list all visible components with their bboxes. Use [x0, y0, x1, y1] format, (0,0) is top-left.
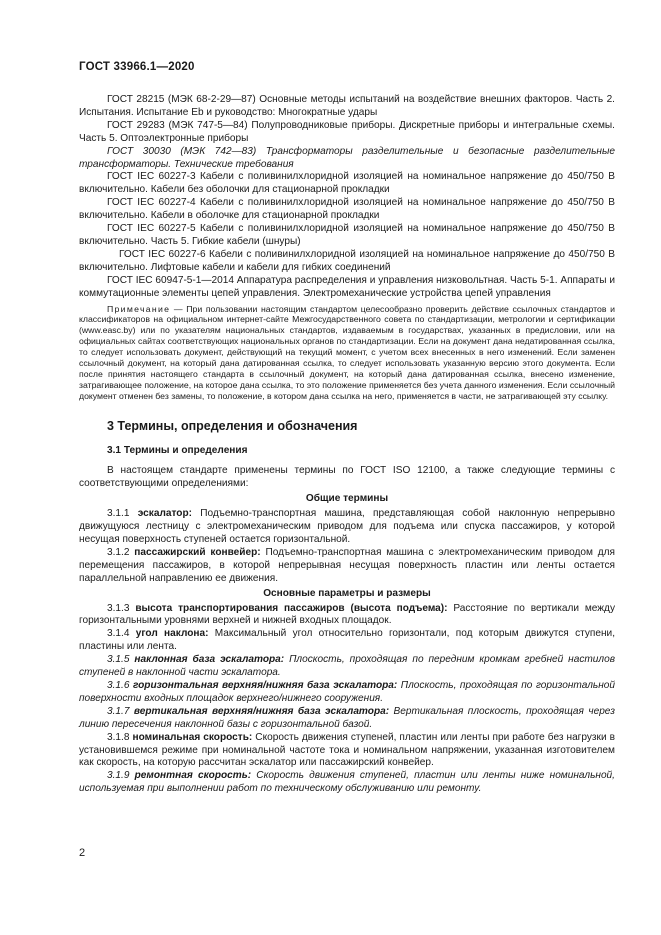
- page-number: 2: [79, 847, 86, 859]
- term-3-1-7: [79, 706, 615, 732]
- term-definition: Плоскость, проходящая по передним кромкам гребней настилов ступеней в наклонной части эскалатора.: [79, 654, 615, 679]
- term-number: 3.1.2: [107, 546, 135, 558]
- term-name: наклонная база эскалатора:: [134, 654, 285, 666]
- reference-gost-30030: ГОСТ 30030 (МЭК 742—83) Трансформаторы разделительные и безопасные разделительные трансформаторы. Технические требования: [79, 145, 615, 170]
- term-definition: Вертикальная плоскость, проходящая через линию пересечения наклонной базы с горизонтальной базой.: [79, 705, 615, 730]
- section-3-heading: 3 Термины, определения и обозначения: [107, 418, 358, 433]
- term-3-1-2: [79, 547, 615, 586]
- term-number: 3.1.4: [107, 628, 136, 640]
- subsection-3-1-heading: 3.1 Термины и определения: [107, 444, 248, 456]
- term-definition: Скорость движения ступеней, пластин или ленты ниже номинальной, используемая при выполнении работ по техническому обслуживанию или ремонту.: [79, 770, 615, 795]
- reference-gost-28215: ГОСТ 28215 (МЭК 68-2-29—87) Основные методы испытаний на воздействие внешних факторов. Часть 2. Испытания. Испытание Eb и руководство: Многократные удары: [79, 94, 615, 118]
- term-definition: Подъемно-транспортная машина, представляющая собой наклонную непрерывно движущуюся лестницу с электромеханическим приводом для подъема или спуска пассажиров, у которой несущая поверхность ступеней остается горизонтальной.: [79, 508, 615, 545]
- term-name: пассажирский конвейер:: [134, 546, 261, 558]
- term-3-1-6: [79, 680, 615, 706]
- group-heading-general: Общие термины: [305, 493, 389, 505]
- term-name: номинальная скорость:: [132, 731, 253, 743]
- term-number: 3.1.6: [107, 679, 133, 691]
- reference-iec-60227-6: ГОСТ IEC 60227-6 Кабели с поливинилхлоридной изоляцией на номинальное напряжение до 450/750 В включительно. Лифтовые кабели и кабели для гибких соединений: [79, 248, 615, 273]
- term-name: эскалатор:: [137, 508, 192, 520]
- reference-iec-60227-3: ГОСТ IEC 60227-3 Кабели с поливинилхлоридной изоляцией на номинальное напряжение до 450/750 В включительно. Кабели без оболочки для стационарной прокладки: [79, 171, 615, 196]
- term-3-1-9: [79, 770, 615, 796]
- term-definition: Максимальный угол относительно горизонтали, под которым движутся ступени, пластины или лента.: [79, 628, 615, 653]
- term-3-1-3: [79, 603, 615, 629]
- note-paragraph: [79, 304, 615, 402]
- section-intro: В настоящем стандарте применены термины по ГОСТ ISO 12100, а также следующие термины с соответствующими определениями:: [79, 465, 615, 490]
- note-label: Примечание: [107, 303, 171, 314]
- term-name: ремонтная скорость:: [134, 770, 252, 782]
- term-definition: Скорость движения ступеней, пластин или ленты при работе без нагрузки в установившемся режиме при номинальной частоте тока и номинальном напряжении, указанная изготовителем как скорость, на которую рассчитан эскалатор или пассажирский конвейер.: [79, 731, 615, 769]
- term-number: 3.1.5: [107, 654, 135, 666]
- term-name: вертикальная верхняя/нижняя база эскалатора:: [133, 705, 390, 717]
- group-heading-parameters: Основные параметры и размеры: [263, 587, 431, 599]
- reference-iec-60227-4: ГОСТ IEC 60227-4 Кабели с поливинилхлоридной изоляцией на номинальное напряжение до 450/750 В включительно. Кабели в оболочке для стационарной прокладки: [79, 197, 615, 222]
- term-number: 3.1.9: [107, 770, 135, 782]
- term-number: 3.1.8: [107, 731, 133, 743]
- term-name: угол наклона:: [135, 628, 209, 640]
- term-3-1-8: [79, 732, 615, 771]
- term-number: 3.1.7: [107, 705, 134, 717]
- reference-gost-29283: ГОСТ 29283 (МЭК 747-5—84) Полупроводниковые приборы. Дискретные приборы и интегральные схемы. Часть 5. Оптоэлектронные приборы: [79, 119, 615, 144]
- term-number: 3.1.3: [107, 602, 136, 614]
- term-3-1-4: [79, 628, 615, 654]
- note-text: — При пользовании настоящим стандартом целесообразно проверить действие ссылочных стандартов и классификаторов на официальном интернет-сайте Межгосударственного совета по стандартизации, метрологии и сертификации (www.easc.by) или по указателям национальных стандартов, издаваемым в государствах, указанных в предисловии, или на официальных сайтах соответствующих национальных органов по стандартизации. Если на документ дана недатированная ссылка, то следует использовать документ, действующий на текущий момент, с учетом всех внесенных в него изменений. Если заменен ссылочный документ, на который дана датированная ссылка, то следует использовать указанную версию этого документа. Если после принятия настоящего стандарта в ссылочный документ, на который дана датированная ссылка, внесено изменение, затрагивающее положение, на которое дана ссылка, то это положение применяется без учета данного изменения. Если ссылочный документ отменен без замены, то положение, в котором дана ссылка на него, применяется в части, не затрагивающей эту ссылку.: [79, 303, 615, 401]
- document-header: ГОСТ 33966.1—2020: [79, 61, 195, 73]
- term-number: 3.1.1: [107, 508, 138, 520]
- term-definition: Расстояние по вертикали между горизонтальными уровнями верхней и нижней входных площадок.: [79, 602, 615, 627]
- document-body: [79, 94, 615, 796]
- reference-iec-60227-5: ГОСТ IEC 60227-5 Кабели с поливинилхлоридной изоляцией на номинальное напряжение до 450/750 В включительно. Часть 5. Гибкие кабели (шнуры): [79, 223, 615, 247]
- term-name: горизонтальная верхняя/нижняя база эскалатора:: [132, 679, 398, 691]
- reference-iec-60947-5-1: ГОСТ IEC 60947-5-1—2014 Аппаратура распределения и управления низковольтная. Часть 5-1. Аппараты и коммутационные элементы цепей управления. Электромеханические устройства цепей управления: [79, 274, 615, 299]
- term-definition: Плоскость, проходящая по горизонтальной поверхности входных площадок верхнего/нижнего сооружения.: [79, 679, 615, 704]
- term-3-1-1: [79, 508, 615, 547]
- term-name: высота транспортирования пассажиров (высота подъема):: [135, 602, 448, 614]
- term-3-1-5: [79, 654, 615, 680]
- term-definition: Подъемно-транспортная машина с электромеханическим приводом для перемещения пассажиров, в которой непрерывная несущая поверхность пластин или ленты остается параллельной направлению ее движения.: [79, 546, 615, 584]
